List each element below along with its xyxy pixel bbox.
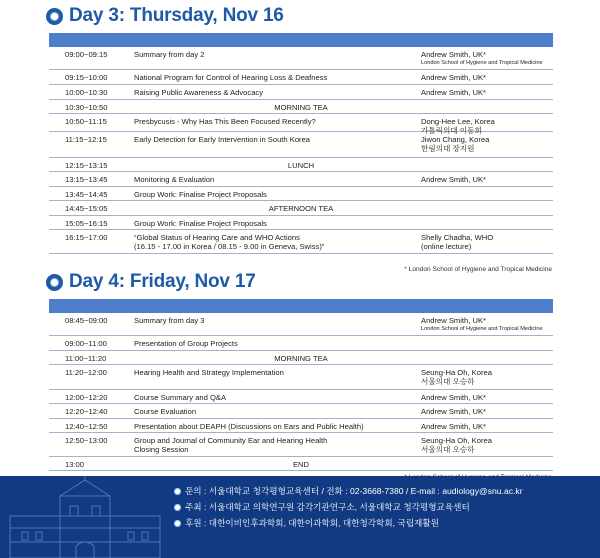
row-speaker (421, 50, 543, 67)
table-row (49, 114, 553, 136)
row-time: 11:15~12:15 (65, 135, 107, 144)
row-title (134, 135, 310, 144)
speaker-affiliation: London School of Hygiene and Tropical Medicine (421, 326, 543, 333)
row-time: 13:00 (65, 460, 85, 469)
row-title (49, 204, 553, 213)
row-title-text: AFTERNOON TEA (268, 204, 334, 213)
row-title (49, 460, 553, 469)
speaker-name: Andrew Smith, UK* (421, 73, 486, 82)
building-illustration-icon (0, 476, 170, 558)
day3-schedule-table (49, 33, 553, 254)
row-time: 12:20~12:40 (65, 407, 108, 416)
row-speaker (421, 88, 486, 97)
row-title-text: Group Work: Finalise Project Proposals (134, 190, 267, 199)
row-title (134, 393, 226, 402)
row-title-text: MORNING TEA (274, 103, 328, 112)
bullet-icon (174, 488, 181, 495)
speaker-name: Jiwon Chang, Korea (421, 135, 490, 144)
speaker-detail: 한림의대 장지원 (421, 144, 475, 154)
row-time: 10:00~10:30 (65, 88, 108, 97)
table-row (49, 351, 553, 365)
contact-line: 문의 : 서울대학교 청각평형교육센터 / 전화 : 02-3668-7380 / E-mail : audiology@snu.ac.kr (174, 483, 523, 499)
table-row (49, 457, 553, 471)
row-title-text: Summary from day 3 (134, 316, 205, 325)
table-row (49, 201, 553, 216)
table-row (49, 187, 553, 201)
speaker-affiliation: London School of Hygiene and Tropical Medicine (421, 60, 543, 67)
row-title-text: Hearing Health and Strategy Implementation (134, 368, 284, 377)
row-time: 13:15~13:45 (65, 175, 108, 184)
bullet-icon (174, 504, 181, 511)
speaker-name: Andrew Smith, UK* (421, 422, 486, 431)
row-title-text: Course Summary and Q&A (134, 393, 227, 402)
table-row (49, 216, 553, 230)
table-row (49, 433, 553, 457)
row-time: 16:15~17:00 (65, 233, 108, 242)
row-title-text: MORNING TEA (274, 354, 328, 363)
row-title (134, 50, 204, 59)
row-time: 13:45~14:45 (65, 190, 108, 199)
row-title (49, 161, 553, 170)
row-speaker (421, 368, 492, 387)
row-speaker (421, 233, 493, 252)
row-speaker (421, 175, 486, 184)
table-row (49, 172, 553, 187)
row-title-text: Presentation about DEAPH (Discussions on Ears and Public Health) (134, 422, 364, 431)
speaker-name: Andrew Smith, UK* (421, 175, 486, 184)
row-title (134, 316, 204, 325)
footer-banner (0, 476, 600, 558)
row-title-text: LUNCH (287, 161, 315, 170)
row-title (49, 354, 553, 363)
row-time: 09:00~11:00 (65, 339, 107, 348)
row-speaker (421, 393, 486, 402)
row-time: 12:50~13:00 (65, 436, 108, 445)
speaker-name: Andrew Smith, UK* (421, 393, 486, 402)
row-speaker (421, 407, 486, 416)
speaker-detail: 가톨릭의대 이동희 (421, 126, 482, 136)
row-title (49, 103, 553, 112)
row-time: 12:00~12:20 (65, 393, 108, 402)
sponsor-line: 후원 : 대한이비인후과학회, 대한이과학회, 대한청각학회, 국립재활원 (174, 515, 523, 531)
speaker-detail: (online lecture) (421, 242, 472, 252)
row-title (134, 407, 196, 416)
row-time: 09:15~10:00 (65, 73, 108, 82)
host-line: 주최 : 서울대학교 의학연구원 감각기관연구소, 서울대학교 청각평형교육센터 (174, 499, 523, 515)
table-row (49, 100, 553, 114)
speaker-name: Andrew Smith, UK* (421, 316, 486, 325)
speaker-detail: 서울의대 오승하 (421, 377, 475, 387)
row-title (134, 175, 214, 184)
row-time: 11:20~12:00 (65, 368, 107, 377)
day4-title (46, 269, 256, 295)
row-title (134, 422, 364, 431)
day4-schedule-table (49, 299, 553, 471)
bullet-icon (174, 520, 181, 527)
row-time: 12:15~13:15 (65, 161, 108, 170)
day3-footnote: * London School of Hygiene and Tropical Medicine (404, 266, 552, 273)
row-title (134, 436, 327, 455)
table-row (49, 132, 553, 158)
row-title-text: Monitoring & Evaluation (134, 175, 215, 184)
day3-title (46, 3, 284, 29)
table-row (49, 404, 553, 419)
table-row (49, 336, 553, 351)
table-row (49, 365, 553, 390)
row-speaker (421, 135, 489, 154)
row-title (134, 339, 238, 348)
row-title (134, 88, 263, 97)
row-time: 14:45~15:05 (65, 204, 108, 213)
row-title-text: Summary from day 2 (134, 50, 205, 59)
row-speaker (421, 73, 486, 82)
row-time: 11:00~11:20 (65, 354, 107, 363)
table-row (49, 313, 553, 336)
row-time: 12:40~12:50 (65, 422, 108, 431)
row-title-text: Early Detection for Early Intervention in South Korea (134, 135, 311, 144)
speaker-name: Andrew Smith, UK* (421, 407, 486, 416)
row-title-text-2: (16.15 - 17.00 in Korea / 08.15 - 9.00 in Geneva, Swiss)” (134, 242, 325, 252)
row-speaker (421, 436, 492, 455)
table-row (49, 47, 553, 70)
row-time: 09:00~09:15 (65, 50, 108, 59)
row-title-text-2: Closing Session (134, 445, 189, 455)
table-row (49, 230, 553, 254)
speaker-name: Andrew Smith, UK* (421, 88, 486, 97)
circle-bullet-icon (46, 8, 63, 25)
speaker-detail: 서울의대 오승하 (421, 445, 475, 455)
speaker-name: Dong-Hee Lee, Korea (421, 117, 495, 126)
table-row (49, 158, 553, 172)
row-title-text: END (292, 460, 310, 469)
row-time: 15:05~16:15 (65, 219, 108, 228)
table-row (49, 85, 553, 100)
row-title-text: “Global Status of Hearing Care and WHO Actions (134, 233, 300, 242)
speaker-name: Shelly Chadha, WHO (421, 233, 494, 242)
row-speaker (421, 316, 543, 333)
speaker-name: Seung-Ha Oh, Korea (421, 368, 492, 377)
row-title (134, 73, 327, 82)
day3-title-text: Day 3: Thursday, Nov 16 (69, 5, 284, 26)
row-title-text: Presentation of Group Projects (134, 339, 238, 348)
day4-title-text: Day 4: Friday, Nov 17 (69, 271, 256, 292)
row-title-text: Group and Journal of Community Ear and Hearing Health (134, 436, 328, 445)
row-title-text: Course Evaluation (134, 407, 197, 416)
speaker-name: Andrew Smith, UK* (421, 50, 486, 59)
table-header-bar (49, 33, 553, 47)
row-title-text: Group Work: Finalise Project Proposals (134, 219, 267, 228)
contact-info (174, 483, 523, 531)
table-header-bar (49, 299, 553, 313)
row-title-text: Presbycusis - Why Has This Been Focused Recently? (134, 117, 316, 126)
table-row (49, 70, 553, 85)
table-row (49, 419, 553, 433)
row-time: 10:30~10:50 (65, 103, 108, 112)
table-row (49, 390, 553, 404)
row-speaker (421, 422, 486, 431)
row-time: 10:50~11:15 (65, 117, 107, 126)
row-time: 08:45~09:00 (65, 316, 108, 325)
row-title (134, 190, 267, 199)
row-title (134, 233, 324, 252)
circle-bullet-icon (46, 274, 63, 291)
speaker-name: Seung-Ha Oh, Korea (421, 436, 492, 445)
row-title-text: National Program for Control of Hearing Loss & Deafness (134, 73, 328, 82)
row-title-text: Raising Public Awareness & Advocacy (134, 88, 264, 97)
row-title (134, 368, 284, 377)
row-title (134, 219, 267, 228)
row-title (134, 117, 316, 126)
